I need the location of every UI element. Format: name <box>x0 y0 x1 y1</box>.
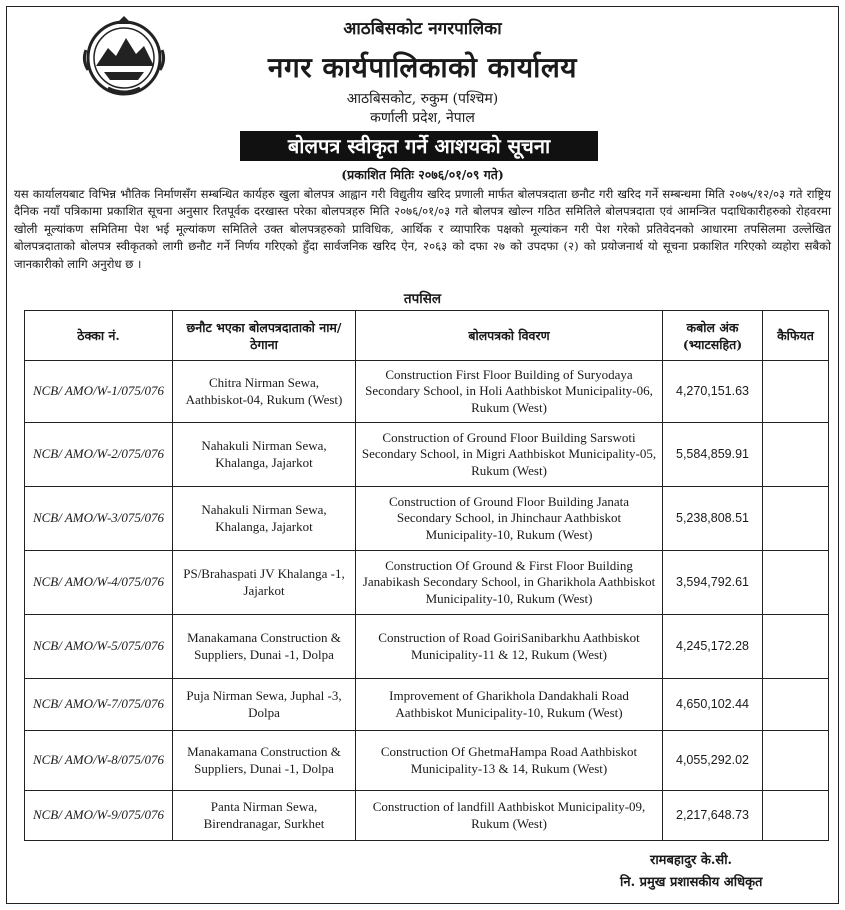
remarks <box>763 551 829 615</box>
remarks <box>763 679 829 731</box>
table-header-row <box>25 311 829 361</box>
table-row <box>25 487 829 551</box>
bid-amount: 3,594,792.61 <box>663 551 763 615</box>
intro-paragraph: यस कार्यालयबाट विभिन्न भौतिक निर्माणसँग सम्बन्धित कार्यहरु खुला बोलपत्र आह्वान गरी विद्युतीय खरिद प्रणाली मार्फत बोलपत्रदाता छनौट गरी खरिद गर्ने सम्बन्धमा मिति २०७५/१२/०३ गते राष्ट्रिय दैनिक नयाँ पत्रिकामा प्रकाशित सूचना अनुसार रितपूर्वक दरखास्त परेका बोलपत्रहरु मिति २०७६/०१/०३ गते बोलपत्र खोल्न गठित समितिले बोलपत्रदाता एवं आमन्त्रित पदाधिकारीहरुको रोहवरमा खोली मूल्यांकण समितिमा पेश भई मूल्यांकण समितिले उक्त बोलपत्रहरुको प्राविधिक, आर्थिक र व्यापारिक पक्षको मूल्यांकन गरी पेश गरेको प्रतिवेदनको आधारमा तपसिलमा उल्लेखित बोलपत्रदाताको बोलपत्र स्वीकृतको लागी छनौट गर्ने निर्णय गरिएको हुँदा सार्वजनिक खरिद ऐन, २०६३ को दफा २७ को उपदफा (२) को प्रयोजनार्थ यो सूचना प्रकाशित गरिएको व्यहोरा सबैको जानकारीको लागि अनुरोध छ । <box>14 187 831 271</box>
description: Construction Of GhetmaHampa Road Aathbiskot Municipality-13 & 14, Rukum (West) <box>356 731 663 791</box>
table-row <box>25 731 829 791</box>
remarks <box>763 615 829 679</box>
bid-amount: 4,055,292.02 <box>663 731 763 791</box>
table-row <box>25 791 829 841</box>
bidder: Puja Nirman Sewa, Juphal -3, Dolpa <box>173 679 356 731</box>
remarks <box>763 487 829 551</box>
header-bidder: छनौट भएका बोलपत्रदाताको नाम/ठेगाना <box>173 311 356 361</box>
contract-no: NCB/ AMO/W-8/075/076 <box>25 731 173 791</box>
description: Improvement of Gharikhola Dandakhali Road Aathbiskot Municipality-10, Rukum (West) <box>356 679 663 731</box>
bid-amount: 4,650,102.44 <box>663 679 763 731</box>
award-table <box>24 310 829 841</box>
description: Construction Of Ground & First Floor Building Janabikash Secondary School, in Gharikhola Aathbiskot Municipality-10, Rukum (West) <box>356 551 663 615</box>
bid-amount: 4,245,172.28 <box>663 615 763 679</box>
header-contract-no: ठेक्का नं. <box>25 311 173 361</box>
contract-no: NCB/ AMO/W-5/075/076 <box>25 615 173 679</box>
contract-no: NCB/ AMO/W-4/075/076 <box>25 551 173 615</box>
table-row <box>25 615 829 679</box>
bidder: Nahakuli Nirman Sewa, Khalanga, Jajarkot <box>173 487 356 551</box>
table-row <box>25 679 829 731</box>
contract-no: NCB/ AMO/W-1/075/076 <box>25 361 173 423</box>
remarks <box>763 731 829 791</box>
bid-amount: 5,584,859.91 <box>663 423 763 487</box>
contract-no: NCB/ AMO/W-7/075/076 <box>25 679 173 731</box>
province-name: कर्णाली प्रदेश, नेपाल <box>370 110 475 126</box>
bidder: Chitra Nirman Sewa, Aathbiskot-04, Rukum (West) <box>173 361 356 423</box>
remarks <box>763 423 829 487</box>
contract-no: NCB/ AMO/W-9/075/076 <box>25 791 173 841</box>
description: Construction of landfill Aathbiskot Municipality-09, Rukum (West) <box>356 791 663 841</box>
description: Construction First Floor Building of Suryodaya Secondary School, in Holi Aathbiskot Municipality-06, Rukum (West) <box>356 361 663 423</box>
description: Construction of Road GoiriSanibarkhu Aathbiskot Municipality-11 & 12, Rukum (West) <box>356 615 663 679</box>
published-date: (प्रकाशित मितिः २०७६/०१/०९ गते) <box>341 167 504 182</box>
table-heading: तपसिल <box>403 291 442 307</box>
header-remarks: कैफियत <box>763 311 829 361</box>
bidder: Manakamana Construction & Suppliers, Dunai -1, Dolpa <box>173 731 356 791</box>
table-row <box>25 361 829 423</box>
header-amount: कबोल अंक (भ्याटसहित) <box>663 311 763 361</box>
remarks <box>763 791 829 841</box>
bidder: Manakamana Construction & Suppliers, Dunai -1, Dolpa <box>173 615 356 679</box>
bid-amount: 2,217,648.73 <box>663 791 763 841</box>
contract-no: NCB/ AMO/W-2/075/076 <box>25 423 173 487</box>
bid-amount: 5,238,808.51 <box>663 487 763 551</box>
header-description: बोलपत्रको विवरण <box>356 311 663 361</box>
bid-amount: 4,270,151.63 <box>663 361 763 423</box>
table-row <box>25 551 829 615</box>
office-address: आठबिसकोट, रुकुम (पश्चिम) <box>346 91 499 107</box>
office-name: नगर कार्यपालिकाको कार्यालय <box>267 51 578 84</box>
table-row <box>25 423 829 487</box>
contract-no: NCB/ AMO/W-3/075/076 <box>25 487 173 551</box>
remarks <box>763 361 829 423</box>
description: Construction of Ground Floor Building Janata Secondary School, in Jhinchaur Aathbiskot Municipality-10, Rukum (West) <box>356 487 663 551</box>
municipality-name: आठबिसकोट नगरपालिका <box>343 19 502 39</box>
bidder: PS/Brahaspati JV Khalanga -1, Jajarkot <box>173 551 356 615</box>
signatory-designation: नि. प्रमुख प्रशासकीय अधिकृत <box>620 875 763 890</box>
bidder: Panta Nirman Sewa, Birendranagar, Surkhet <box>173 791 356 841</box>
notice-title: बोलपत्र स्वीकृत गर्ने आशयको सूचना <box>240 131 598 161</box>
bidder: Nahakuli Nirman Sewa, Khalanga, Jajarkot <box>173 423 356 487</box>
signatory-name: रामबहादुर के.सी. <box>650 853 733 868</box>
description: Construction of Ground Floor Building Sarswoti Secondary School, in Migri Aathbiskot Municipality-05, Rukum (West) <box>356 423 663 487</box>
